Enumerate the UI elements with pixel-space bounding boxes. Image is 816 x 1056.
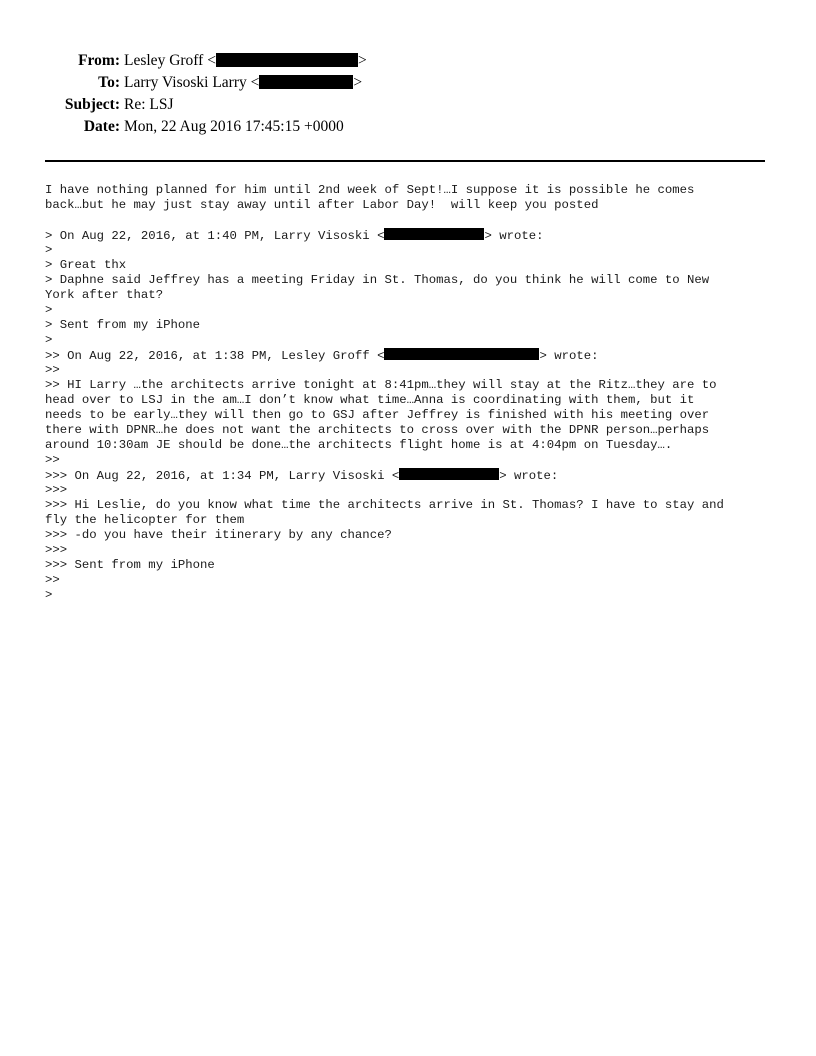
from-label: From: <box>78 52 120 69</box>
body-line: there with DPNR…he does not want the architects to cross over with the DPNR person…perhaps <box>45 423 710 437</box>
to-label: To: <box>98 74 120 91</box>
header-divider <box>45 160 765 162</box>
body-line: >>> Sent from my iPhone <box>45 558 215 572</box>
body-line: >> <box>45 453 60 467</box>
body-line: > <box>45 588 53 602</box>
redaction-block <box>399 468 499 480</box>
to-close-bracket: > <box>353 74 363 91</box>
subject-label: Subject: <box>64 96 120 113</box>
email-body <box>45 183 775 603</box>
quote-header-wrote: > wrote: <box>484 229 544 243</box>
date-value: Mon, 22 Aug 2016 17:45:15 +0000 <box>124 118 344 135</box>
body-line: >> HI Larry …the architects arrive tonight at 8:41pm…they will stay at the Ritz…they are to <box>45 378 717 392</box>
quote-header-line <box>45 348 775 363</box>
body-line: fly the helicopter for them <box>45 513 245 527</box>
quote-header-text: > On Aug 22, 2016, at 1:40 PM, Larry Visoski < <box>45 229 385 243</box>
body-line: >>> Hi Leslie, do you know what time the architects arrive in St. Thomas? I have to stay and <box>45 498 724 512</box>
body-line: > <box>45 333 53 347</box>
body-line <box>45 213 775 228</box>
to-name: Larry Visoski Larry < <box>124 74 260 91</box>
body-line: > <box>45 243 53 257</box>
body-line: needs to be early…they will then go to GSJ after Jeffrey is finished with his meeting over <box>45 408 710 422</box>
redaction-block <box>216 53 358 67</box>
from-close-bracket: > <box>357 52 367 69</box>
redaction-block <box>259 75 353 89</box>
quote-header-text: >> On Aug 22, 2016, at 1:38 PM, Lesley Groff < <box>45 349 385 363</box>
body-line: back…but he may just stay away until after Labor Day! will keep you posted <box>45 198 599 212</box>
body-line: York after that? <box>45 288 164 302</box>
from-value <box>124 52 367 70</box>
body-line: around 10:30am JE should be done…the architects flight home is at 4:04pm on Tuesday…. <box>45 438 673 452</box>
body-line: > Daphne said Jeffrey has a meeting Friday in St. Thomas, do you think he will come to New <box>45 273 710 287</box>
body-line: >>> <box>45 483 68 497</box>
body-line: head over to LSJ in the am…I don’t know what time…Anna is coordinating with them, but it <box>45 393 695 407</box>
body-line: > Great thx <box>45 258 127 272</box>
body-line: > <box>45 303 53 317</box>
body-line: >>> -do you have their itinerary by any chance? <box>45 528 392 542</box>
redaction-block <box>384 348 539 360</box>
quote-header-wrote: > wrote: <box>539 349 599 363</box>
date-label: Date: <box>83 118 120 135</box>
body-line: >> <box>45 573 60 587</box>
quote-header-wrote: > wrote: <box>499 469 559 483</box>
redaction-block <box>384 228 484 240</box>
quote-header-text: >>> On Aug 22, 2016, at 1:34 PM, Larry Visoski < <box>45 469 400 483</box>
subject-value: Re: LSJ <box>124 96 174 113</box>
body-line: >>> <box>45 543 68 557</box>
body-line: > Sent from my iPhone <box>45 318 200 332</box>
from-name: Lesley Groff < <box>124 52 216 69</box>
body-line: >> <box>45 363 60 377</box>
quote-header-line <box>45 468 775 483</box>
to-value <box>124 74 362 92</box>
quote-header-line <box>45 228 775 243</box>
body-line: I have nothing planned for him until 2nd week of Sept!…I suppose it is possible he comes <box>45 183 695 197</box>
